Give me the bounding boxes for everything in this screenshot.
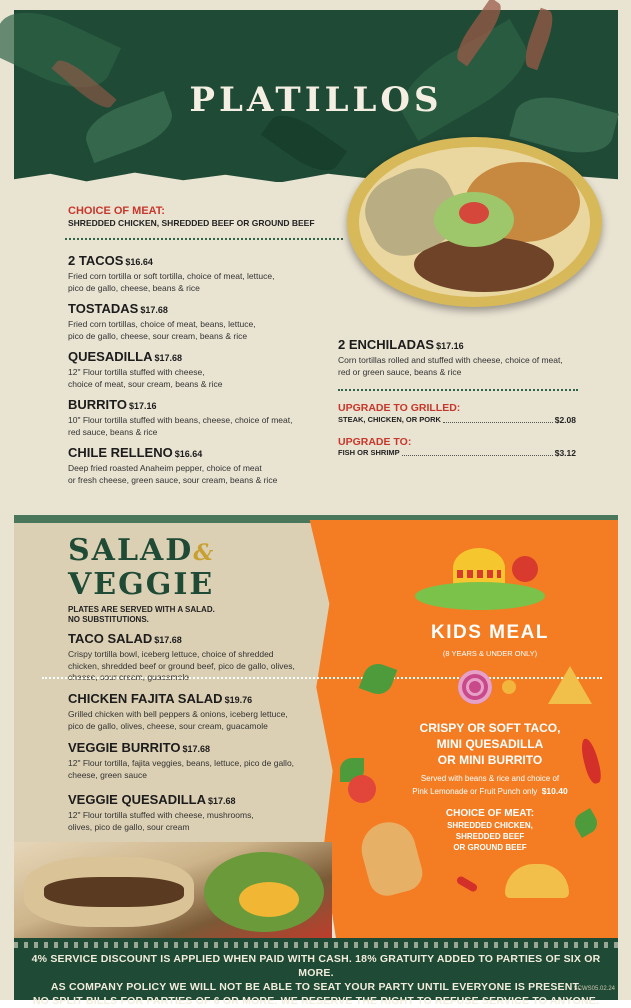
item-name: 2 TACOS (68, 253, 124, 268)
item-description: 12" Flour tortilla, fajita veggies, beans, lettuce, pico de gallo, cheese, green sauce (68, 758, 295, 780)
pepper-slice-icon (502, 680, 516, 694)
upgrade-price: $2.08 (554, 415, 576, 425)
item-price: $17.68 (140, 305, 168, 315)
dot-leader (443, 415, 553, 423)
item-name: TOSTADAS (68, 301, 139, 316)
menu-version-code: SCWS05.02.24 (573, 986, 615, 992)
menu-item-tostadas (68, 300, 256, 342)
kids-choice-of-meat-options: SHREDDED CHICKEN, SHREDDED BEEF OR GROUND BEEF (447, 821, 533, 852)
footer-pattern (14, 942, 618, 948)
item-description: 10" Flour tortilla stuffed with beans, cheese, choice of meat, red sauce, beans & rice (68, 415, 293, 437)
maraca-icon (512, 556, 538, 582)
item-description: Fried corn tortillas, choice of meat, beans, lettuce, pico de gallo, cheese, sour cream, beans & rice (68, 319, 256, 341)
fajita-food-image (14, 842, 332, 942)
upgrade-grilled-label: UPGRADE TO GRILLED: (338, 402, 461, 414)
item-name: VEGGIE BURRITO (68, 740, 181, 755)
tortilla-chip-icon (548, 666, 592, 704)
choice-of-meat-options: SHREDDED CHICKEN, SHREDDED BEEF OR GROUND BEEF (68, 218, 315, 228)
item-price: $17.68 (182, 744, 210, 754)
menu-item-quesadilla (68, 348, 223, 390)
salad-note: PLATES ARE SERVED WITH A SALAD. NO SUBSTITUTIONS. (68, 605, 215, 624)
menu-item-burrito (68, 396, 292, 438)
upgrade-option: STEAK, CHICKEN, OR PORK (338, 415, 441, 424)
menu-item-2-tacos (68, 252, 274, 294)
item-name: QUESADILLA (68, 349, 153, 364)
item-price: $16.64 (174, 449, 203, 459)
item-name: TACO SALAD (68, 631, 153, 646)
item-description: Corn tortillas rolled and stuffed with cheese, choice of meat, red or green sauce, beans & rice (338, 355, 563, 377)
kids-age-note: (8 YEARS & UNDER ONLY) (442, 649, 538, 658)
dot-leader (402, 448, 553, 456)
kids-meal-title: KIDS MEAL (431, 622, 549, 643)
item-price: $17.68 (154, 635, 182, 645)
item-name: CHICKEN FAJITA SALAD (68, 691, 223, 706)
item-price: $16.64 (125, 257, 153, 267)
menu-item-veggie-quesadilla (68, 791, 254, 833)
item-description: 12" Flour tortilla stuffed with cheese, mushrooms, olives, pico de gallo, sour cream (68, 810, 254, 832)
item-name: CHILE RELLENO (68, 445, 173, 460)
kids-served-with: Served with beans & rice and choice of Pink Lemonade or Fruit Punch only $10.40 (412, 774, 568, 796)
item-description: Deep fried roasted Anaheim pepper, choice of meat or fresh cheese, green sauce, sour cream, beans & rice (68, 463, 278, 485)
footer-policy-text: 4% SERVICE DISCOUNT IS APPLIED WHEN PAID WITH CASH. 18% GRATUITY ADDED TO PARTIES OF SIX OR MORE. AS COMPANY POLICY WE WILL NOT BE ABLE TO SEAT YOUR PARTY UNTIL EVERYONE IS PRESENT. NO SPLIT BILLS FOR PARTIES OF 6 OR MORE. WE RESERVE THE RIGHT TO REFUSE SERVICE TO ANYONE. (31, 953, 601, 1007)
menu-item-chile-relleno (68, 444, 277, 486)
dotted-divider (338, 389, 578, 391)
menu-item-2-enchiladas (338, 336, 563, 378)
menu-item-taco-salad (68, 630, 295, 684)
choice-of-meat-label: CHOICE OF MEAT: (68, 205, 165, 217)
item-price: $19.76 (224, 695, 253, 705)
upgrade-price: $3.12 (554, 448, 576, 458)
item-description: Crispy tortilla bowl, iceberg lettuce, choice of shredded chicken, shredded beef or ground beef, pico de gallo, olives, cheese, sour cream, guacamole (68, 649, 295, 682)
tomato-icon (348, 775, 376, 803)
kids-meal-options: CRISPY OR SOFT TACO, MINI QUESADILLA OR MINI BURRITO (419, 721, 561, 767)
upgrade-grilled-row (338, 415, 576, 425)
item-name: 2 ENCHILADAS (338, 337, 435, 352)
dotted-divider (65, 238, 343, 240)
item-name: VEGGIE QUESADILLA (68, 792, 206, 807)
upgrade-seafood-row (338, 448, 576, 458)
item-price: $17.68 (154, 353, 183, 363)
upgrade-seafood-label: UPGRADE TO: (338, 436, 412, 448)
leaf-decoration (520, 8, 557, 71)
upgrade-option: FISH OR SHRIMP (338, 448, 400, 457)
item-price: $17.16 (436, 341, 464, 351)
menu-item-veggie-burrito (68, 739, 294, 781)
kids-meal-price: $10.40 (541, 786, 568, 796)
item-description: 12" Flour tortilla stuffed with cheese, choice of meat, sour cream, beans & rice (68, 367, 223, 389)
item-price: $17.68 (207, 796, 236, 806)
item-description: Fried corn tortilla or soft tortilla, choice of meat, lettuce, pico de gallo, cheese, beans & rice (68, 271, 275, 293)
item-description: Grilled chicken with bell peppers & onions, iceberg lettuce, pico de gallo, olives, cheese, sour cream, guacamole (68, 709, 288, 731)
kids-choice-of-meat-label: CHOICE OF MEAT: (445, 808, 535, 819)
onion-icon (458, 670, 492, 704)
item-price: $17.16 (128, 401, 157, 411)
page-title: PLATILLOS (189, 80, 443, 120)
tomato (459, 202, 489, 224)
salad-veggie-title: SALAD& VEGGIE (68, 533, 216, 602)
platillo-plate-image (347, 137, 602, 307)
dotted-divider (42, 677, 602, 679)
item-name: BURRITO (68, 397, 127, 412)
menu-item-chicken-fajita-salad (68, 690, 288, 732)
